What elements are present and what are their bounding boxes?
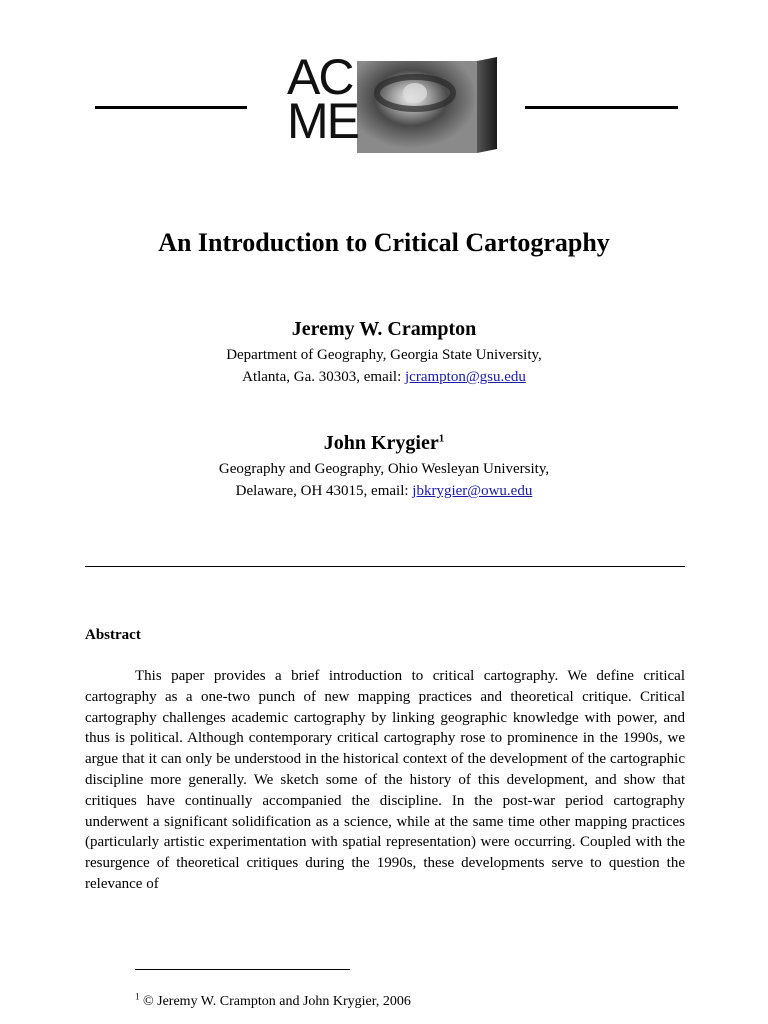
acme-logo — [287, 49, 507, 160]
author-name-1: Jeremy W. Crampton — [291, 318, 477, 340]
section-divider — [85, 566, 685, 567]
email-link-1[interactable]: jcrampton@gsu.edu — [405, 369, 526, 385]
logo-letters — [287, 49, 387, 149]
abstract-heading: Abstract — [85, 627, 141, 643]
author-affiliation-1 — [0, 344, 768, 388]
email-link-2[interactable]: jbkrygier@owu.edu — [412, 483, 533, 499]
affil-line-1: Department of Geography, Georgia State University, — [226, 347, 542, 363]
author-affiliation-2 — [0, 458, 768, 502]
header-rule-left — [95, 106, 247, 109]
affil-line-2: Atlanta, Ga. 30303, email: jcrampton@gsu.edu — [242, 369, 526, 385]
header-rule-right — [525, 106, 678, 109]
footnote: $^1$ © Jeremy W. Crampton and John Krygier, 2006 — [135, 991, 411, 1009]
abstract-body: This paper provides a brief introduction to critical cartography. We define critical cartography as a one-two punch of new mapping practices and theoretical critique. Critical cartography challenges academic cartography by linking geographic knowledge with power, and thus is political. Although contemporary critical cartography rose to prominence in the 1990s, we argue that it can only be understood in the historical context of the development of the cartographic discipline more generally. We sketch some of the history of this development, and show that critiques have continually accompanied the discipline. In the post-war period cartography underwent a significant solidification as a science, while at the same time other mapping practices (particularly artistic experimentation with spatial representation) were occurring. Coupled with the resurgence of theoretical critiques during the 1990s, these developments serve to question the relevance of — [85, 668, 685, 892]
footnote-marker[interactable]: 1 — [438, 432, 445, 445]
author-name-2: John Krygier$^1$ — [323, 432, 445, 454]
logo-line-1: AC — [287, 49, 353, 105]
paper-title: An Introduction to Critical Cartography — [158, 228, 610, 257]
footnote-rule — [135, 969, 350, 970]
affil-line-1: Geography and Geography, Ohio Wesleyan University, — [218, 461, 550, 477]
affil-line-2: Delaware, OH 43015, email: jbkrygier@owu.edu — [235, 483, 533, 499]
logo-line-2: ME — [287, 93, 358, 149]
